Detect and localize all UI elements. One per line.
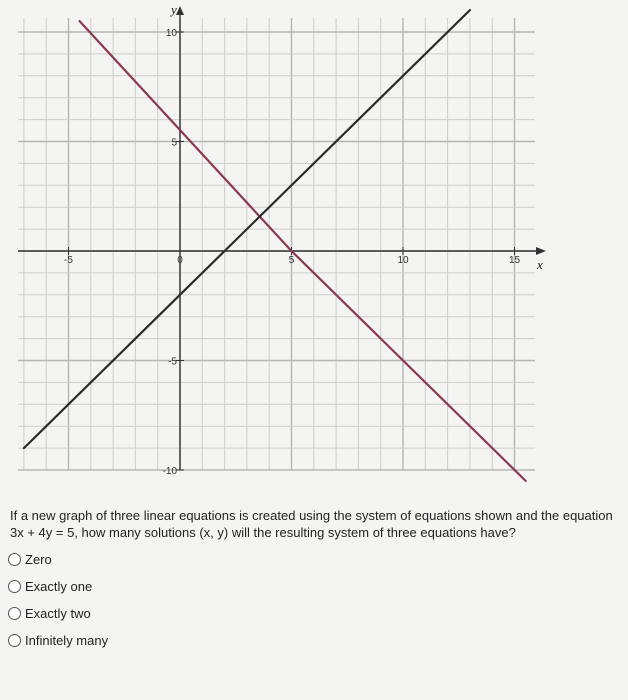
x-tick-label: 10 xyxy=(397,255,409,266)
x-tick-label: -5 xyxy=(64,255,73,266)
grid xyxy=(18,18,535,470)
option-exactly-two[interactable] xyxy=(8,600,108,627)
option-label: Infinitely many xyxy=(25,633,109,648)
option-exactly-one[interactable] xyxy=(8,573,108,600)
graph-lines xyxy=(24,10,526,481)
radio-button[interactable] xyxy=(8,553,21,566)
radio-button[interactable] xyxy=(8,634,21,647)
option-zero[interactable] xyxy=(8,546,108,573)
option-infinitely-many[interactable] xyxy=(8,627,108,654)
y-tick-label: -5 xyxy=(168,356,177,368)
y-tick-label: -10 xyxy=(162,466,177,477)
x-axis-arrow xyxy=(536,247,546,255)
radio-button[interactable] xyxy=(8,580,21,593)
axes xyxy=(18,2,546,470)
radio-button[interactable] xyxy=(8,607,21,620)
x-tick-label: 0 xyxy=(177,255,183,266)
answer-options xyxy=(8,546,108,654)
option-label: Zero xyxy=(25,552,52,567)
option-label: Exactly two xyxy=(25,606,91,621)
y-axis-arrow xyxy=(176,6,184,15)
x-tick-label: 5 xyxy=(288,255,295,266)
x-axis-label: x xyxy=(537,257,543,272)
option-label: Exactly one xyxy=(25,579,93,594)
question-text: If a new graph of three linear equations is created using the system of equations shown and the equation 3x + 4y = 5, how many solutions (x, y) will the resulting system of three equations have? xyxy=(10,508,613,540)
y-tick-label: 10 xyxy=(165,28,177,39)
y-tick-label: 5 xyxy=(171,137,177,149)
x-tick-label: 15 xyxy=(508,255,521,266)
y-axis-label: y xyxy=(171,2,177,17)
